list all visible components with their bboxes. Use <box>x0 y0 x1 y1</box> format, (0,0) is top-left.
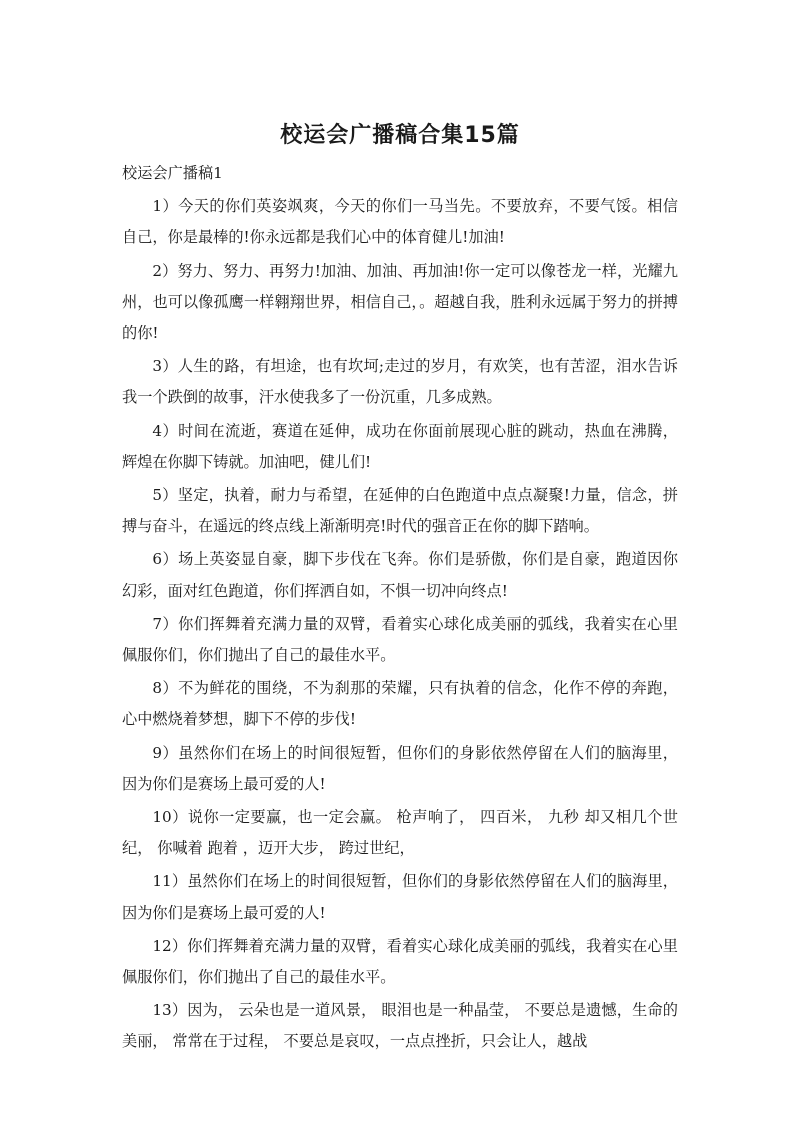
paragraph-9: 9）虽然你们在场上的时间很短暂，但你们的身影依然停留在人们的脑海里，因为你们是赛场上最可爱的人! <box>122 743 678 793</box>
paragraph-5: 5）坚定，执着，耐力与希望，在延伸的白色跑道中点点凝聚!力量，信念，拼搏与奋斗，在遥远的终点线上渐渐明亮!时代的强音正在你的脚下踏响。 <box>122 486 678 536</box>
document-body <box>122 158 678 1058</box>
paragraph-1: 1）今天的你们英姿飒爽，今天的你们一马当先。不要放弃，不要气馁。相信自己，你是最棒的!你永远都是我们心中的体育健儿!加油! <box>122 197 678 247</box>
page-title: 校运会广播稿合集15篇 <box>280 123 520 148</box>
paragraph-10: 10）说你一定要赢，也一定会赢。 枪声响了， 四百米， 九秒 却又相几个世纪， 你喊着 跑着 ，迈开大步， 跨过世纪， <box>122 808 678 858</box>
paragraph-3: 3）人生的路，有坦途，也有坎坷;走过的岁月，有欢笑，也有苦涩，泪水告诉我一个跌倒的故事，汗水使我多了一份沉重，几多成熟。 <box>122 357 678 407</box>
section-subtitle: 校运会广播稿1 <box>122 164 223 182</box>
paragraph-7: 7）你们挥舞着充满力量的双臂，看着实心球化成美丽的弧线，我着实在心里佩服你们，你们抛出了自己的最佳水平。 <box>122 614 678 665</box>
paragraph-6: 6）场上英姿显自豪，脚下步伐在飞奔。你们是骄傲，你们是自豪，跑道因你幻彩，面对红色跑道，你们挥洒自如，不惧一切冲向终点! <box>122 550 678 600</box>
paragraph-2: 2）努力、努力、再努力!加油、加油、再加油!你一定可以像苍龙一样，光耀九州，也可以像孤鹰一样翱翔世界，相信自己，。超越自我，胜利永远属于努力的拼搏的你! <box>122 261 678 343</box>
paragraph-13: 13）因为， 云朵也是一道风景， 眼泪也是一种晶莹， 不要总是遗憾，生命的美丽， 常常在于过程， 不要总是哀叹，一点点挫折，只会让人，越战 <box>122 1001 678 1051</box>
paragraph-12: 12）你们挥舞着充满力量的双臂，看着实心球化成美丽的弧线，我着实在心里佩服你们，你们抛出了自己的最佳水平。 <box>122 936 678 987</box>
paragraph-11: 11）虽然你们在场上的时间很短暂，但你们的身影依然停留在人们的脑海里，因为你们是赛场上最可爱的人! <box>122 872 678 922</box>
paragraph-8: 8）不为鲜花的围绕，不为刹那的荣耀，只有执着的信念，化作不停的奔跑，心中燃烧着梦想，脚下不停的步伐! <box>122 679 678 729</box>
paragraph-4: 4）时间在流逝，赛道在延伸，成功在你面前展现心脏的跳动，热血在沸腾，辉煌在你脚下铸就。加油吧，健儿们! <box>122 421 678 471</box>
